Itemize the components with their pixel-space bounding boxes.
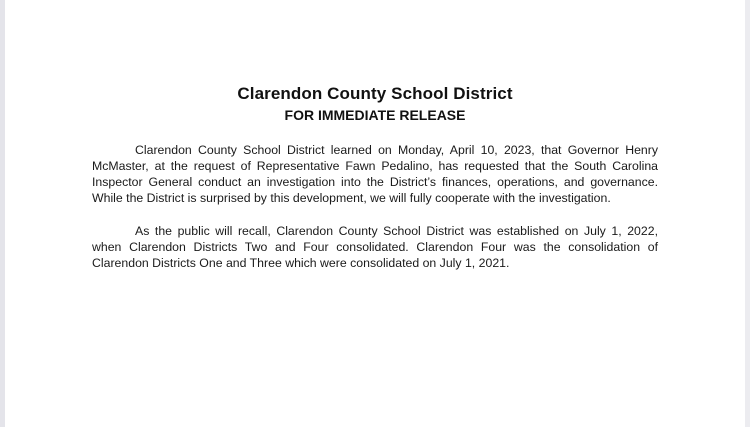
paragraph-history: As the public will recall, Clarendon County School District was established on July 1, 2022, when Clarendon Districts Two and Four consolidated. Clarendon Four was the consolidation of Clarendon Districts One and Three which were consolidated on July 1, 2021. [92, 224, 658, 270]
paragraph-investigation: Clarendon County School District learned on Monday, April 10, 2023, that Governor Henry McMaster, at the request of Representative Fawn Pedalino, has requested that the South Carolina Inspector General conduct an investigation into the District’s finances, operations, and governance. While the District is surprised by this development, we will fully cooperate with the investigation. [92, 143, 658, 205]
right-edge-strip [745, 0, 750, 427]
release-label: FOR IMMEDIATE RELEASE [284, 107, 466, 123]
document-title: Clarendon County School District [237, 84, 513, 103]
document-page [5, 0, 745, 427]
